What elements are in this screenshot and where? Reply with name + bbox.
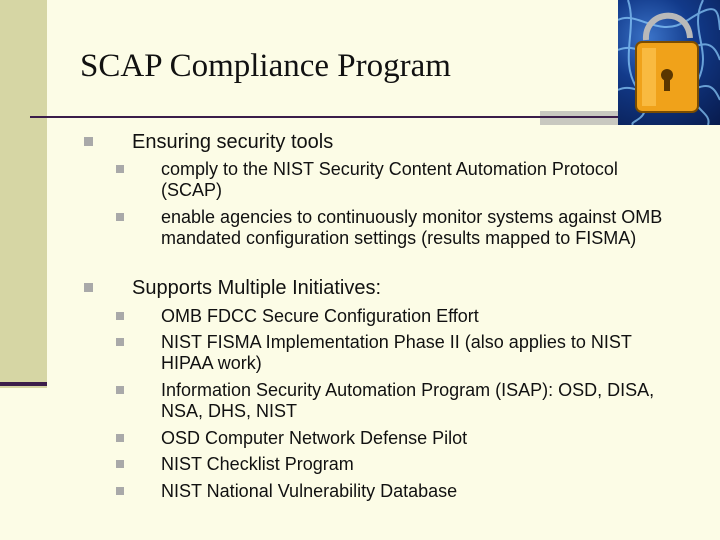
square-bullet-icon [116,434,124,442]
bullet-text: Ensuring security tools [132,131,334,153]
sub-bullet-text: enable agencies to continuously monitor systems against OMB mandated configuration settings (results mapped to FISMA) [161,207,663,248]
square-bullet-icon [84,283,93,292]
square-bullet-icon [116,165,124,173]
sub-bullet-text: OSD Computer Network Defense Pilot [161,428,468,448]
slide-title: SCAP Compliance Program [80,48,451,84]
sub-bullet-text: NIST FISMA Implementation Phase II (also applies to NIST HIPAA work) [161,332,632,373]
square-bullet-icon [116,460,124,468]
sub-bullet-text: NIST Checklist Program [161,454,354,474]
square-bullet-icon [84,137,93,146]
sub-bullet-text: OMB FDCC Secure Configuration Effort [161,306,479,326]
sub-bullet-text: NIST National Vulnerability Database [161,481,458,501]
square-bullet-icon [116,386,124,394]
sub-bullet-text: comply to the NIST Security Content Automation Protocol (SCAP) [161,159,618,200]
bullet-text: Supports Multiple Initiatives: [132,277,382,299]
square-bullet-icon [116,487,124,495]
square-bullet-icon [116,213,124,221]
sub-bullet-text: Information Security Automation Program (ISAP): OSD, DISA, NSA, DHS, NIST [161,380,655,421]
square-bullet-icon [116,312,124,320]
square-bullet-icon [116,338,124,346]
